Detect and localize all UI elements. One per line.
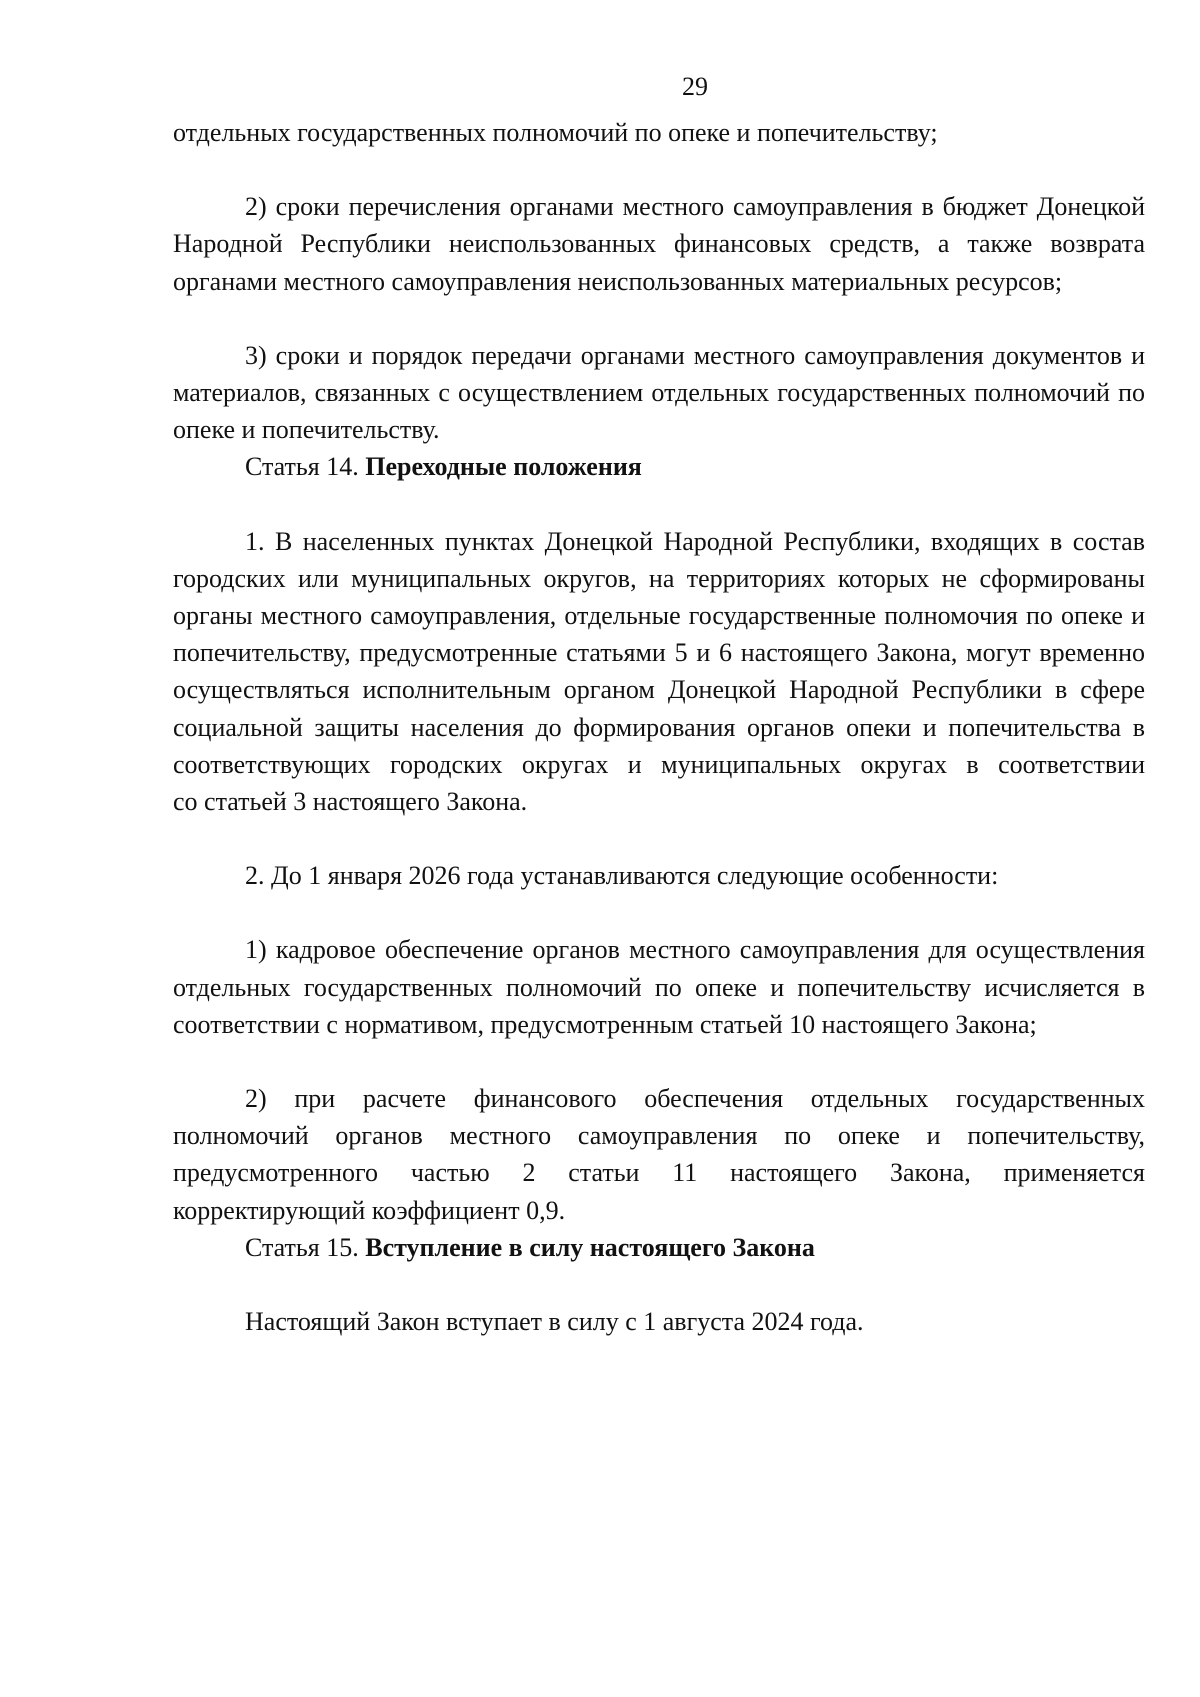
article-14-paragraph-2-item-2: 2) при расчете финансового обеспечения отдельных государственных полномочий органов местного самоуправления по опеке и попечительству, предусмотренного частью 2 статьи 11 настоящего Закона, применяется корректирующий коэффициент 0,9. xyxy=(173,1084,1145,1225)
paragraph-item-2: 2) сроки перечисления органами местного самоуправления в бюджет Донецкой Народной Республики неиспользованных финансовых средств, а также возврата органами местного самоуправления неиспользованных материальных ресурсов; xyxy=(173,192,1145,296)
article-14-heading xyxy=(173,448,1145,485)
paragraph-item-3: 3) сроки и порядок передачи органами местного самоуправления документов и материалов, связанных с осуществлением отдельных государственных полномочий по опеке и попечительству. xyxy=(173,340,1145,445)
article-14-paragraph-2: 2. До 1 января 2026 года устанавливаются следующие особенности: xyxy=(245,861,999,891)
paragraph-continuation: отдельных государственных полномочий по опеке и попечительству; xyxy=(173,118,938,147)
article-15-title: Вступление в силу настоящего Закона xyxy=(365,1232,815,1262)
article-15-paragraph-1: Настоящий Закон вступает в силу с 1 августа 2024 года. xyxy=(245,1307,864,1337)
article-14-paragraph-1: 1. В населенных пунктах Донецкой Народной Республики, входящих в состав городских или муниципальных округов, на территориях которых не сформированы органы местного самоуправления, отдельные государственные полномочия по опеке и попечительству, предусмотренные статьями 5 и 6 настоящего Закона, могут временно осуществляться исполнительным органом Донецкой Народной Республики в сфере социальной защиты населения до формирования органов опеки и попечительства в соответствующих городских округах и муниципальных округах в соответствии xyxy=(173,526,1145,779)
article-15-heading xyxy=(173,1229,1145,1266)
article-14-label: Статья 14. xyxy=(245,452,359,482)
article-15-label: Статья 15. xyxy=(245,1232,359,1262)
article-14-paragraph-2-item-1: 1) кадровое обеспечение органов местного самоуправления для осуществления отдельных государственных полномочий по опеке и попечительству исчисляется в соответствии с нормативом, предусмотренным статьей 10 настоящего Закона; xyxy=(173,935,1145,1039)
article-14-paragraph-1-tail: со статьей 3 настоящего Закона. xyxy=(173,787,528,817)
article-14-title: Переходные положения xyxy=(365,452,642,482)
page-number: 29 xyxy=(682,72,708,101)
document-body xyxy=(173,114,1145,1340)
